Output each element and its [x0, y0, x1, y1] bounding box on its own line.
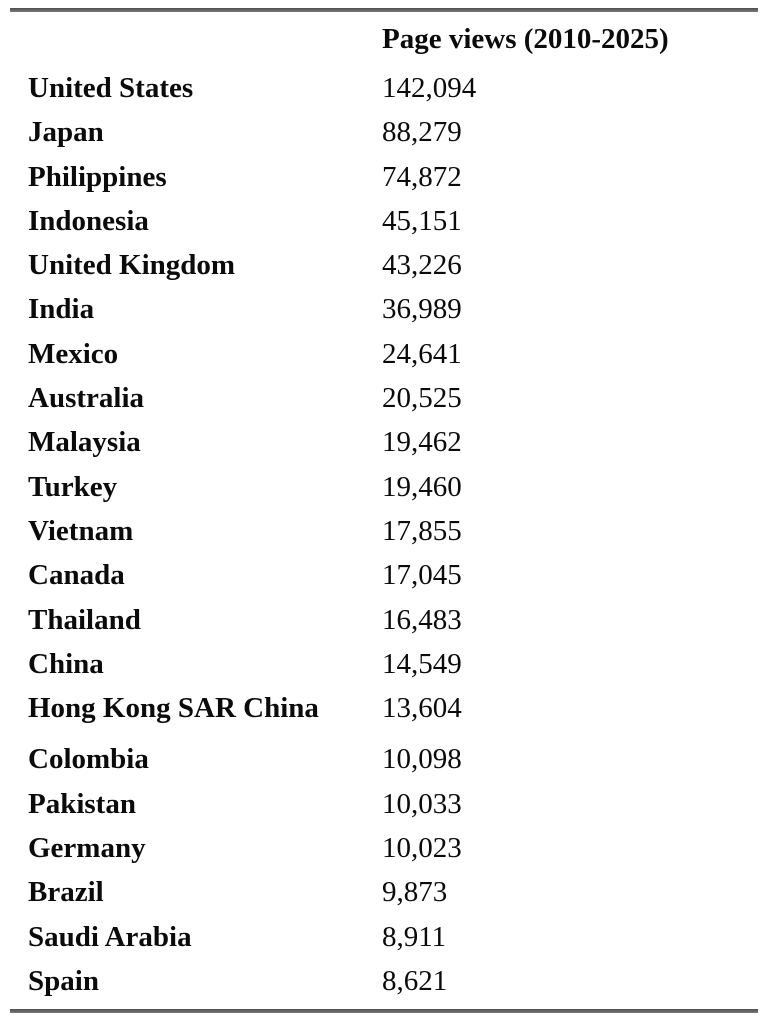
country-name: Australia	[28, 382, 144, 415]
pageviews-value: 45,151	[382, 204, 462, 237]
pageviews-value: 74,872	[382, 160, 462, 193]
country-name: Colombia	[28, 743, 149, 776]
pageviews-column-header: Page views (2010-2025)	[382, 22, 669, 55]
table-row	[0, 915, 768, 959]
country-name: Canada	[28, 559, 125, 592]
pageviews-value: 10,033	[382, 787, 462, 820]
pageviews-value: 9,873	[382, 876, 448, 909]
country-name: Hong Kong SAR China	[28, 692, 319, 725]
country-name: India	[28, 293, 95, 326]
pageviews-value: 142,094	[382, 72, 477, 104]
table-row	[0, 420, 768, 464]
pageviews-value: 17,855	[382, 514, 462, 547]
table-row	[0, 110, 768, 154]
table-row	[0, 686, 768, 730]
pageviews-value: 20,525	[382, 382, 462, 415]
country-name: Turkey	[28, 470, 118, 503]
table-row	[0, 376, 768, 420]
table-row	[0, 287, 768, 331]
country-name: Pakistan	[28, 787, 136, 820]
country-name: China	[28, 647, 104, 680]
country-name: Indonesia	[28, 204, 149, 237]
pageviews-value: 10,023	[382, 832, 462, 865]
pageviews-value: 14,549	[382, 647, 462, 680]
table-row	[0, 959, 768, 1003]
table-row	[0, 66, 768, 110]
table-row	[0, 870, 768, 914]
pageviews-value: 19,462	[382, 426, 462, 459]
pageviews-value: 36,989	[382, 293, 462, 326]
country-name: Mexico	[28, 337, 119, 370]
pageviews-value: 17,045	[382, 559, 462, 592]
table-row	[0, 199, 768, 243]
table-row	[0, 782, 768, 826]
pageviews-value: 8,621	[382, 964, 448, 997]
table-body	[0, 66, 768, 1003]
table-row	[0, 465, 768, 509]
country-name: Spain	[28, 964, 99, 997]
country-name: Philippines	[28, 160, 167, 193]
table-row	[0, 509, 768, 553]
pageviews-value: 10,098	[382, 743, 462, 776]
table-row	[0, 642, 768, 686]
table-row	[0, 332, 768, 376]
pageviews-value: 24,641	[382, 337, 462, 370]
bottom-rule	[10, 1009, 758, 1013]
country-name: Germany	[28, 832, 146, 865]
pageviews-value: 19,460	[382, 470, 462, 503]
table-row	[0, 826, 768, 870]
pageviews-value: 8,911	[382, 920, 447, 953]
pageviews-value: 88,279	[382, 116, 462, 149]
table-row	[0, 155, 768, 199]
pageviews-value: 43,226	[382, 249, 462, 282]
country-name: Japan	[28, 116, 104, 149]
country-name: Malaysia	[28, 426, 141, 459]
country-name: Vietnam	[28, 514, 134, 547]
country-name: United States	[28, 72, 194, 104]
country-name: Thailand	[28, 603, 141, 636]
table-row	[0, 737, 768, 781]
table-row	[0, 553, 768, 597]
country-name: Saudi Arabia	[28, 920, 192, 953]
pageviews-value: 13,604	[382, 692, 462, 725]
country-name: United Kingdom	[28, 249, 236, 282]
table-row	[0, 598, 768, 642]
country-name: Brazil	[28, 876, 104, 909]
table-header-row	[0, 12, 768, 66]
table-row	[0, 243, 768, 287]
pageviews-value: 16,483	[382, 603, 462, 636]
